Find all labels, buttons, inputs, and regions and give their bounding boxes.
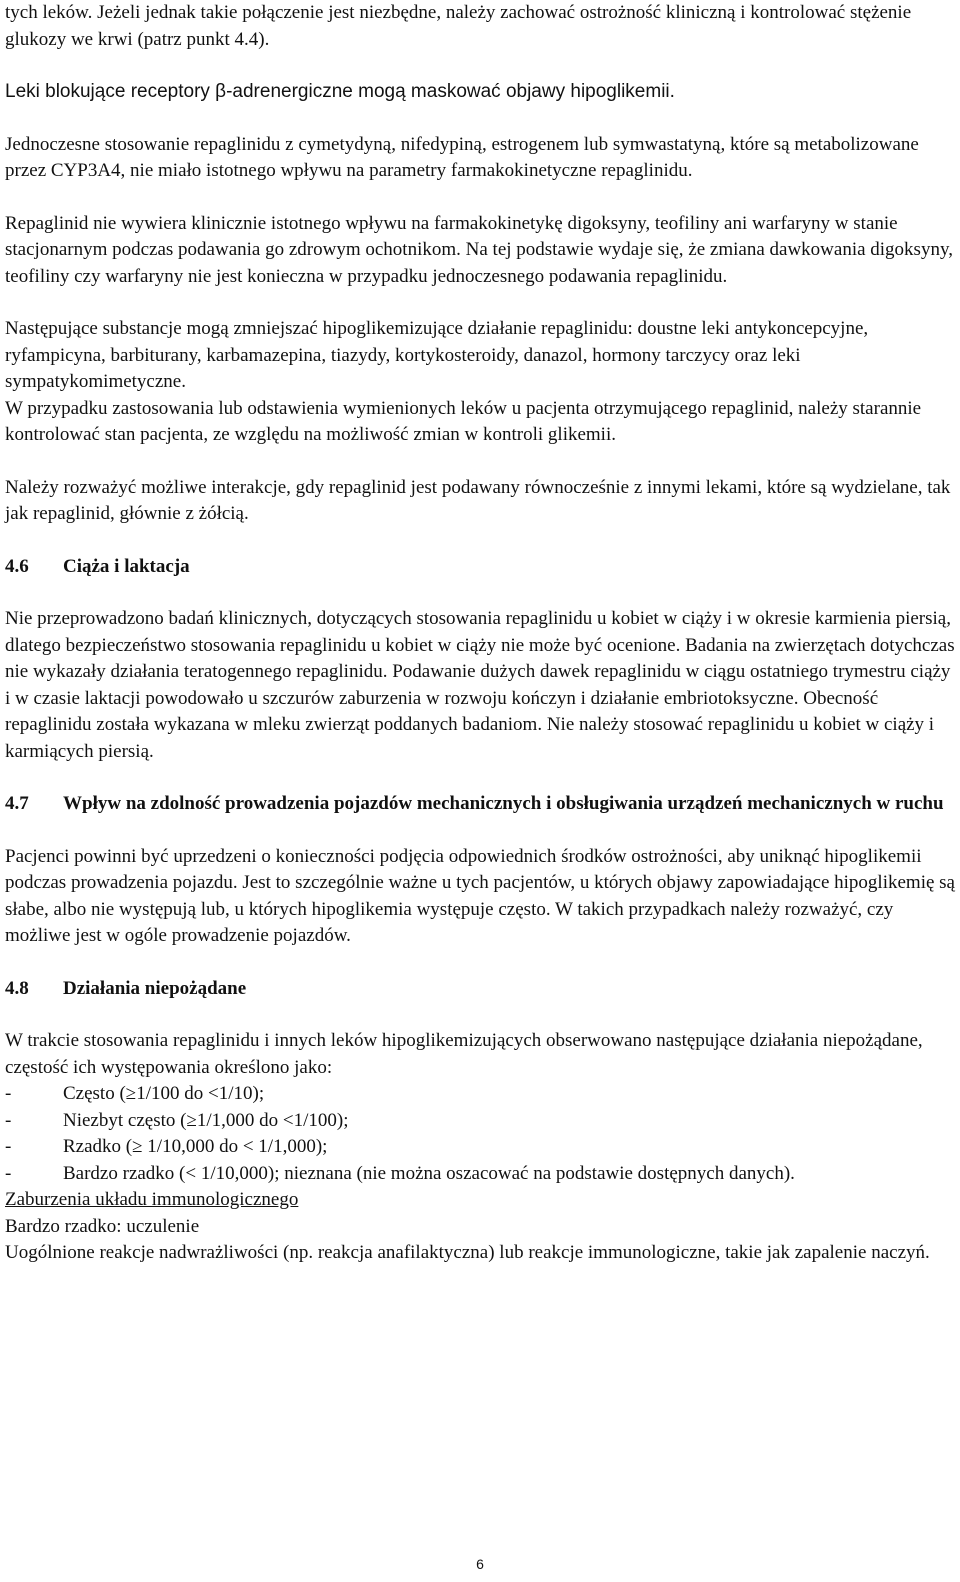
- section-heading-4-6: [5, 554, 955, 581]
- list-item: [5, 1081, 955, 1108]
- section-4-8-intro: W trakcie stosowania repaglinidu i innych leków hipoglikemizujących obserwowano następujące działania niepożądane, częstość ich występowania określono jako:: [5, 1030, 923, 1078]
- section-title: Działania niepożądane: [63, 977, 247, 999]
- section-title: Ciąża i laktacja: [63, 555, 190, 577]
- section-4-6-body: Nie przeprowadzono badań klinicznych, dotyczących stosowania repaglinidu u kobiet w ciąży i w okresie karmienia piersią, dlatego bezpieczeństwo stosowania repaglinidu u kobiet w ciąży nie może być ocenione. Badania na zwierzętach dotychczas nie wykazały działania teratogennego repaglinidu. Podawanie dużych dawek repaglinidu w ciągu ostatniego trymestru ciąży i w czasie laktacji powodowało u szczurów zaburzenia w rozwoju kończyn i działanie embriotoksyczne. Obecność repaglinidu została wykazana w mleku zwierząt poddanych badaniom. Nie należy stosować repaglinidu u kobiet w ciąży i karmiących piersią.: [5, 608, 955, 762]
- list-item-text: Bardzo rzadko (< 1/10,000); nieznana (nie można oszacować na podstawie dostępnych danych).: [63, 1162, 795, 1184]
- section-number: 4.6: [5, 555, 29, 577]
- list-dash: -: [5, 1162, 12, 1184]
- immune-line-2: Uogólnione reakcje nadwrażliwości (np. reakcja anafilaktyczna) lub reakcje immunologiczne, takie jak zapalenie naczyń.: [5, 1242, 930, 1263]
- page-number: 6: [476, 1556, 484, 1572]
- paragraph-digoxin: Repaglinid nie wywiera klinicznie istotnego wpływu na farmakokinetykę digoksyny, teofiliny ani warfaryny w stanie stacjonarnym podczas podawania go zdrowym ochotnikom. Na tej podstawie wydaje się, że zmiana dawkowania digoksyny, teofiliny czy warfaryny nie jest konieczna w przypadku jednoczesnego podawania repaglinidu.: [5, 212, 953, 287]
- list-item-text: Niezbyt często (≥1/1,000 do <1/100);: [63, 1109, 349, 1131]
- frequency-list: [5, 1081, 955, 1187]
- paragraph-beta-blockers: Leki blokujące receptory β-adrenergiczne mogą maskować objawy hipoglikemii.: [5, 81, 675, 102]
- paragraph-monitoring: W przypadku zastosowania lub odstawienia wymienionych leków u pacjenta otrzymującego repaglinid, należy starannie kontrolować stan pacjenta, ze względu na możliwość zmian w kontroli glikemii.: [5, 397, 922, 445]
- list-item: [5, 1108, 955, 1135]
- list-item: [5, 1161, 955, 1188]
- section-4-7-body: Pacjenci powinni być uprzedzeni o konieczności podjęcia odpowiednich środków ostrożności, aby uniknąć hipoglikemii podczas prowadzenia pojazdu. Jest to szczególnie ważne u tych pacjentów, u których objawy zapowiadające hipoglikemię są słabe, albo nie występują lub, u których hipoglikemia występuje często. W takich przypadkach należy rozważyć, czy możliwe jest w ogóle prowadzenie pojazdów.: [5, 845, 955, 946]
- section-number: 4.7: [5, 793, 29, 814]
- section-heading-4-7: [5, 791, 955, 818]
- list-item: [5, 1134, 955, 1161]
- document-page: [5, 0, 955, 1582]
- list-dash: -: [5, 1136, 12, 1157]
- list-dash: -: [5, 1109, 12, 1131]
- paragraph-intro: tych leków. Jeżeli jednak takie połączenie jest niezbędne, należy zachować ostrożność kliniczną i kontrolować stężenie glukozy we krwi (patrz punkt 4.4).: [5, 2, 912, 50]
- section-heading-4-8: [5, 976, 955, 1003]
- section-title: Wpływ na zdolność prowadzenia pojazdów mechanicznych i obsługiwania urządzeń mechanicznych w ruchu: [63, 793, 944, 814]
- paragraph-reducing-substances: Następujące substancje mogą zmniejszać hipoglikemizujące działanie repaglinidu: doustne leki antykoncepcyjne, ryfampicyna, barbiturany, karbamazepina, tiazydy, kortykosteroidy, danazol, hormony tarczycy oraz leki sympatykomimetyczne.: [5, 318, 869, 392]
- section-number: 4.8: [5, 977, 29, 999]
- paragraph-cyp3a4: Jednoczesne stosowanie repaglinidu z cymetydyną, nifedypiną, estrogenem lub symwastatyną, które są metabolizowane przez CYP3A4, nie miało istotnego wpływu na parametry farmakokinetyczne repaglinidu.: [5, 133, 919, 181]
- paragraph-bile-excretion: Należy rozważyć możliwe interakcje, gdy repaglinid jest podawany równocześnie z innymi lekami, które są wydzielane, tak jak repaglinid, głównie z żółcią.: [5, 476, 951, 524]
- list-dash: -: [5, 1083, 12, 1104]
- list-item-text: Rzadko (≥ 1/10,000 do < 1/1,000);: [63, 1136, 328, 1157]
- list-item-text: Często (≥1/100 do <1/10);: [63, 1083, 265, 1104]
- subheading-immune-disorders: Zaburzenia układu immunologicznego: [5, 1189, 299, 1210]
- immune-line-1: Bardzo rzadko: uczulenie: [5, 1215, 200, 1237]
